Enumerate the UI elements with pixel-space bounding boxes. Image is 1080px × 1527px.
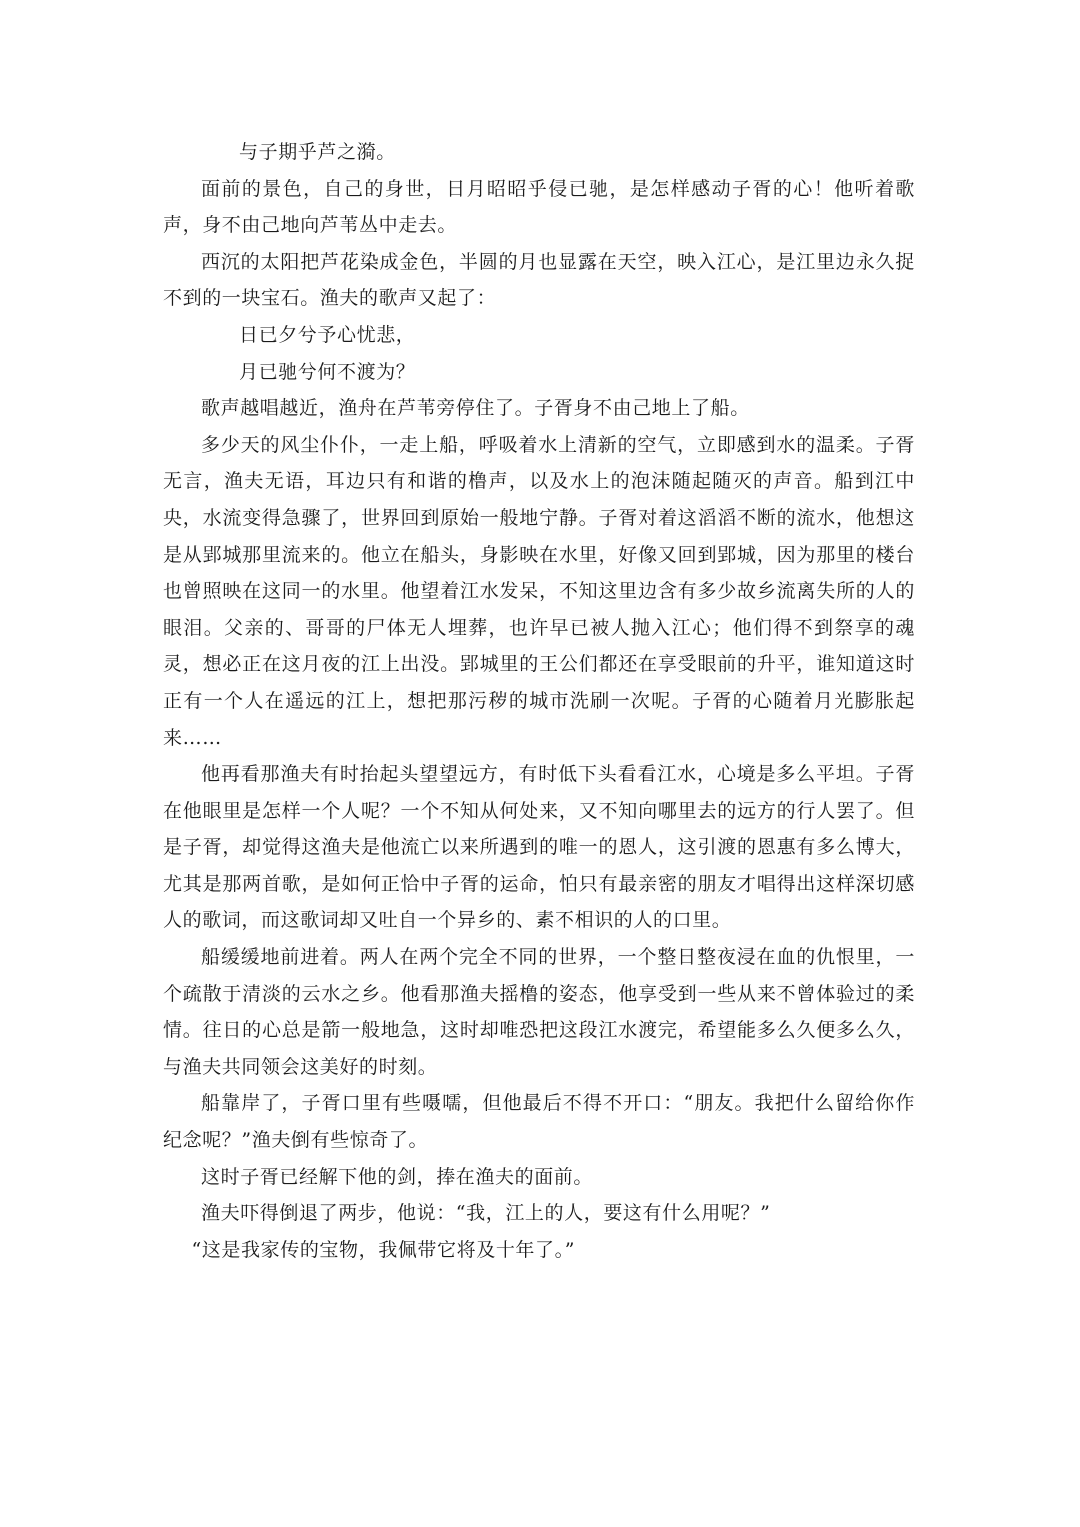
paragraph: 船靠岸了，子胥口里有些嗫嚅，但他最后不得不开口：“朋友。我把什么留给你作纪念呢？”渔夫倒有些惊奇了。 bbox=[163, 1092, 915, 1152]
paragraph: 船缓缓地前进着。两人在两个完全不同的世界，一个整日整夜浸在血的仇恨里，一个疏散于清淡的云水之乡。他看那渔夫摇橹的姿态，他享受到一些从来不曾体验过的柔情。往日的心总是箭一般地急，这时却唯恐把这段江水渡完，希望能多么久便多么久，与渔夫共同领会这美好的时刻。 bbox=[163, 946, 915, 1078]
paragraph: 他再看那渔夫有时抬起头望望远方，有时低下头看看江水，心境是多么平坦。子胥在他眼里是怎样一个人呢？一个不知从何处来，又不知向哪里去的远方的行人罢了。但是子胥，却觉得这渔夫是他流亡以来所遇到的唯一的恩人，这引渡的恩惠有多么博大，尤其是那两首歌，是如何正恰中子胥的运命，怕只有最亲密的朋友才唱得出这样深切感人的歌词，而这歌词却又吐自一个异乡的、素不相识的人的口里。 bbox=[163, 763, 915, 932]
paragraph: 歌声越唱越近，渔舟在芦苇旁停住了。子胥身不由己地上了船。 bbox=[201, 397, 750, 420]
paragraph: 面前的景色，自己的身世，日月昭昭乎侵已驰，是怎样感动子胥的心！他听着歌声，身不由己地向芦苇丛中走去。 bbox=[163, 177, 915, 237]
paragraph: 这时子胥已经解下他的剑，捧在渔夫的面前。 bbox=[201, 1165, 594, 1188]
paragraph: “这是我家传的宝物，我佩带它将及十年了。” bbox=[191, 1238, 576, 1261]
article-body bbox=[163, 134, 915, 1268]
poem-line: 与子期乎芦之漪。 bbox=[239, 141, 396, 163]
poem-line: 日已夕兮予心忧悲， bbox=[239, 323, 416, 346]
paragraph: 渔夫吓得倒退了两步，他说：“我，江上的人，要这有什么用呢？” bbox=[201, 1202, 771, 1225]
paragraph: 多少天的风尘仆仆，一走上船，呼吸着水上清新的空气，立即感到水的温柔。子胥无言，渔夫无语，耳边只有和谐的橹声，以及水上的泡沫随起随灭的声音。船到江中央，水流变得急骤了，世界回到原始一般地宁静。子胥对着这滔滔不断的流水，他想这是从郢城那里流来的。他立在船头，身影映在水里，好像又回到郢城，因为那里的楼台也曾照映在这同一的水里。他望着江水发呆，不知这里边含有多少故乡流离失所的人的眼泪。父亲的、哥哥的尸体无人埋葬，也许早已被人抛入江心；他们得不到祭享的魂灵，想必正在这月夜的江上出没。郢城里的王公们都还在享受眼前的升平，谁知道这时正有一个人在遥远的江上，想把那污秽的城市洗刷一次呢。子胥的心随着月光膨胀起来…… bbox=[163, 433, 915, 749]
poem-line: 月已驰兮何不渡为？ bbox=[239, 360, 416, 383]
paragraph: 西沉的太阳把芦花染成金色，半圆的月也显露在天空，映入江心，是江里边永久捉不到的一块宝石。渔夫的歌声又起了： bbox=[163, 250, 915, 310]
